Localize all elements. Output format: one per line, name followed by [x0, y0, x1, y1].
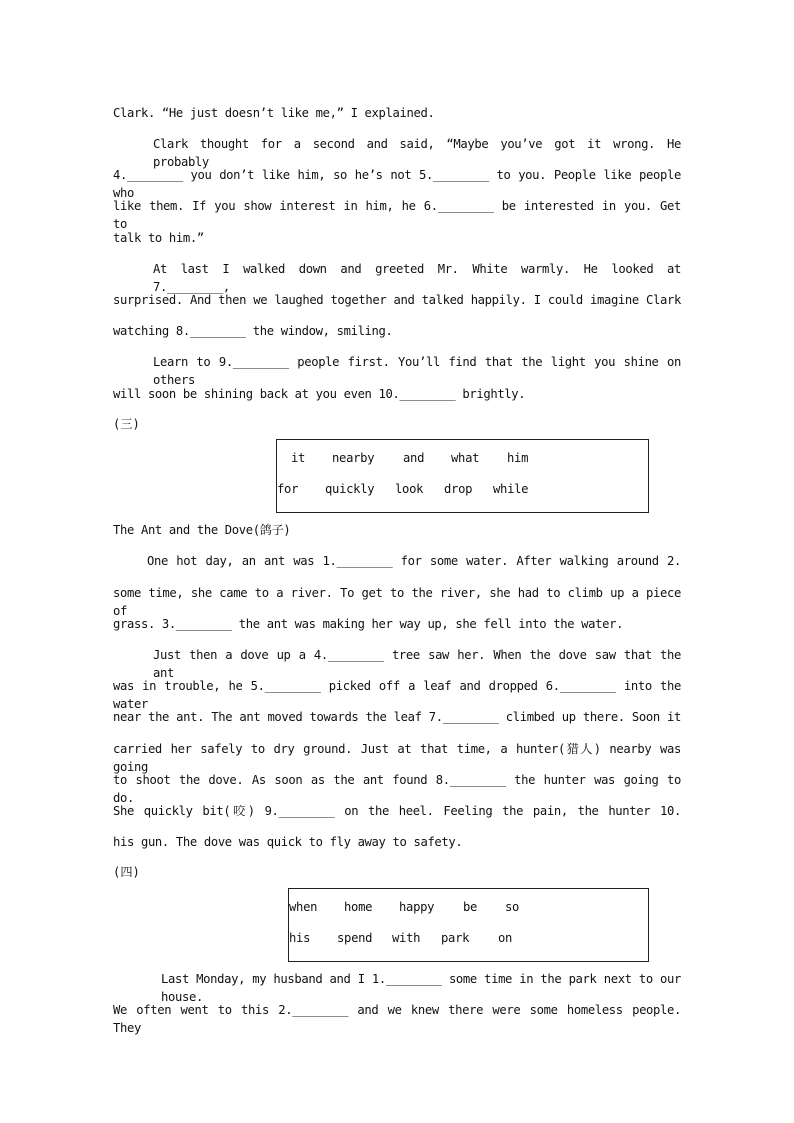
text-line: will soon be shining back at you even 10.________ brightly. [113, 387, 526, 401]
text-line: near the ant. The ant moved towards the leaf 7.________ climbed up there. Soon it [113, 710, 681, 724]
text-line: talk to him.” [113, 231, 204, 245]
word-bank-word: while [493, 482, 529, 496]
text-line: was in trouble, he 5.________ picked off a leaf and dropped 6.________ into the water [113, 679, 681, 711]
text-line: grass. 3.________ the ant was making her way up, she fell into the water. [113, 617, 624, 631]
word-bank-word: nearby [332, 451, 375, 465]
text-line: watching 8.________ the window, smiling. [113, 324, 393, 338]
text-line: like them. If you show interest in him, he 6.________ be interested in you. Get to [113, 199, 681, 231]
word-bank-word: and [403, 451, 425, 465]
word-bank-word: home [344, 900, 373, 914]
text-line: Last Monday, my husband and I 1.________ some time in the park next to our house. [161, 972, 681, 1004]
word-bank-word: what [451, 451, 480, 465]
text-line: We often went to this 2.________ and we knew there were some homeless people. They [113, 1003, 681, 1035]
word-bank-word: look [395, 482, 424, 496]
text-line: One hot day, an ant was 1.________ for some water. After walking around 2. [147, 554, 681, 568]
text-line: some time, she came to a river. To get to the river, she had to climb up a piece of [113, 586, 681, 618]
word-bank-word: so [505, 900, 520, 914]
section-label: (四) [113, 865, 140, 879]
text-line: Learn to 9.________ people first. You’ll find that the light you shine on others [153, 355, 681, 387]
text-line: 4.________ you don’t like him, so he’s not 5.________ to you. People like people who [113, 168, 681, 200]
passage-title: The Ant and the Dove(鸽子) [113, 523, 291, 537]
text-line: surprised. And then we laughed together and talked happily. I could imagine Clark [113, 293, 681, 307]
text-line: At last I walked down and greeted Mr. White warmly. He looked at 7.________, [153, 262, 681, 294]
text-line: She quickly bit(咬) 9.________ on the heel. Feeling the pain, the hunter 10. [113, 804, 681, 818]
word-bank-word: be [463, 900, 478, 914]
word-bank-word: when [289, 900, 318, 914]
section-label: (三) [113, 417, 140, 431]
text-line: to shoot the dove. As soon as the ant found 8.________ the hunter was going to do. [113, 773, 681, 805]
word-bank-word: him [507, 451, 529, 465]
word-bank-word: for [277, 482, 299, 496]
text-line: his gun. The dove was quick to fly away to safety. [113, 835, 463, 849]
text-line: Clark. “He just doesn’t like me,” I explained. [113, 106, 435, 120]
text-line: carried her safely to dry ground. Just at that time, a hunter(猎人) nearby was going [113, 742, 681, 774]
word-bank-word: it [291, 451, 306, 465]
word-bank-word: with [392, 931, 421, 945]
word-bank-word: on [498, 931, 513, 945]
text-line: Just then a dove up a 4.________ tree saw her. When the dove saw that the ant [153, 648, 681, 680]
word-bank-word: drop [444, 482, 473, 496]
word-bank-word: quickly [325, 482, 375, 496]
word-bank-box [276, 439, 649, 513]
word-bank-word: park [441, 931, 470, 945]
text-line: Clark thought for a second and said, “Maybe you’ve got it wrong. He probably [153, 137, 681, 169]
word-bank-word: his [289, 931, 311, 945]
word-bank-box [288, 888, 649, 962]
word-bank-word: happy [399, 900, 435, 914]
word-bank-word: spend [337, 931, 373, 945]
